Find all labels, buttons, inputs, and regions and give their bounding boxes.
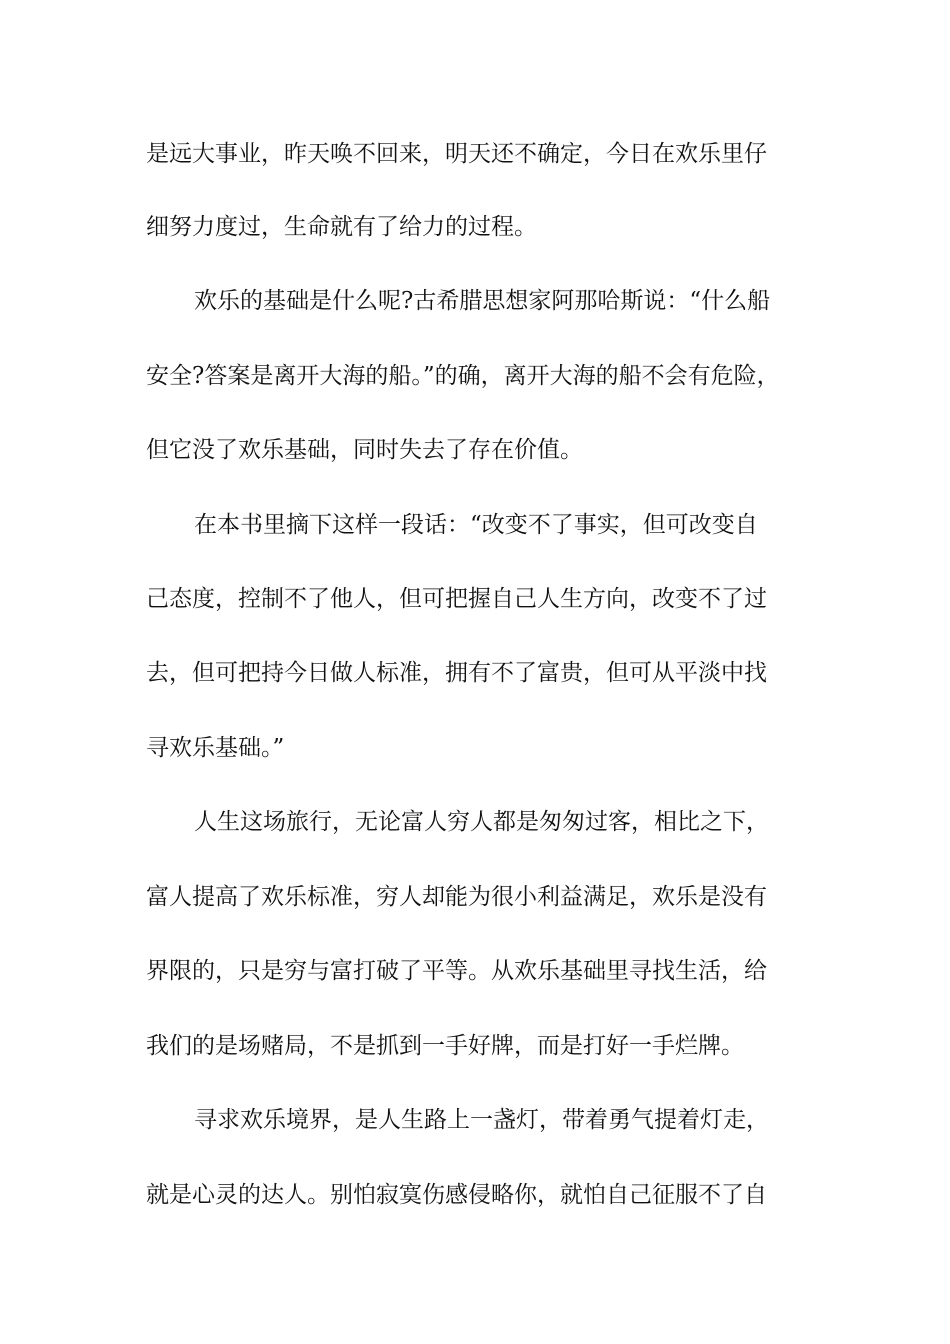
- text-line: 是远大事业，昨天唤不回来，明天还不确定，今日在欢乐里仔: [146, 141, 767, 167]
- text-line: 我们的是场赌局，不是抓到一手好牌，而是打好一手烂牌。: [146, 1033, 744, 1059]
- text-line: 界限的，只是穷与富打破了平等。从欢乐基础里寻找生活，给: [146, 958, 767, 984]
- text-line: 但它没了欢乐基础，同时失去了存在价值。: [146, 437, 583, 463]
- text-line: 细努力度过，生命就有了给力的过程。: [146, 214, 537, 240]
- text-line: 寻求欢乐境界，是人生路上一盏灯，带着勇气提着灯走，: [194, 1107, 769, 1133]
- text-line: 安全?答案是离开大海的船。”的确，离开大海的船不会有危险，: [146, 363, 780, 389]
- text-line: 就是心灵的达人。别怕寂寞伤感侵略你，就怕自己征服不了自: [146, 1182, 767, 1208]
- text-line: 人生这场旅行，无论富人穷人都是匆匆过客，相比之下，: [194, 809, 769, 835]
- text-line: 去，但可把持今日做人标准，拥有不了富贵，但可从平淡中找: [146, 660, 767, 686]
- text-line: 己态度，控制不了他人，但可把握自己人生方向，改变不了过: [146, 586, 767, 612]
- text-line: 在本书里摘下这样一段话：“改变不了事实，但可改变自: [194, 512, 758, 538]
- text-line: 欢乐的基础是什么呢?古希腊思想家阿那哈斯说：“什么船: [194, 288, 771, 314]
- text-line: 寻欢乐基础。”: [146, 735, 285, 761]
- text-line: 富人提高了欢乐标准，穷人却能为很小利益满足，欢乐是没有: [146, 884, 767, 910]
